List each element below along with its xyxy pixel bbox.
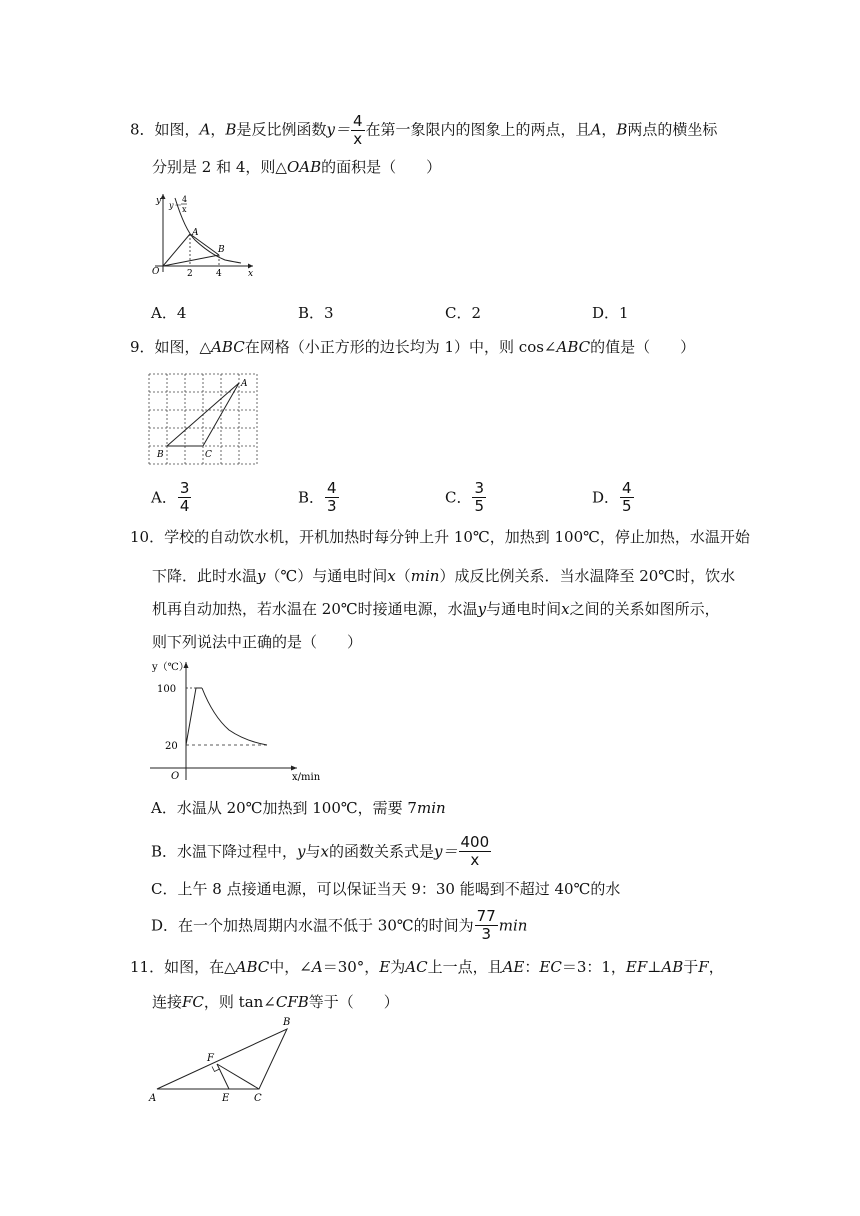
q11-number: 11． (130, 958, 165, 976)
q10-cooling-curve (202, 688, 267, 745)
q10-number: 10． (130, 528, 165, 546)
q11-figure (145, 1015, 300, 1107)
q8-option-d[interactable]: D．1 (592, 304, 629, 322)
q8-figure (145, 188, 260, 278)
q8-fig-tick-2: 2 (187, 269, 193, 278)
q8-fig-label-A: A (192, 228, 199, 238)
q10-option-c[interactable]: C．上午 8 点接通电源，可以保证当天 9：30 能喝到不超过 40℃的水 (151, 880, 621, 898)
q9-option-b[interactable]: B． $\frac{4}{3}$ (298, 479, 337, 515)
q11-line1: 11．如图，在△ABC中，∠A＝30°，E为AC上一点，且AE：EC＝3：1，EF⊥AB于F， (130, 958, 724, 976)
q8-y-arrow (161, 194, 166, 199)
q9-fig-label-A: A (241, 379, 248, 389)
q11-fig-label-C: C (254, 1093, 262, 1104)
q9-line1: 9．如图，△ABC在网格（小正方形的边长均为 1）中，则 cos∠ABC的值是（ ） (130, 338, 696, 356)
q10-option-d[interactable]: D．在一个加热周期内水温不低于 30℃的时间为 $\frac{77}{3}$ min (151, 907, 528, 943)
q9-triangle (167, 383, 239, 446)
q10-line1: 10．学校的自动饮水机，开机加热时每分钟上升 10℃，加热到 100℃，停止加热，水温开始 (130, 528, 750, 546)
q8-line2: 分别是 2 和 4，则△OAB的面积是（ ） (152, 158, 442, 176)
q8-fig-func: y＝ (169, 201, 182, 210)
q10-line4: 则下列说法中正确的是（ ） (152, 633, 363, 651)
q11-triangle (157, 1029, 287, 1089)
q8-fig-label-B: B (218, 245, 225, 255)
q9-option-d[interactable]: D． $\frac{4}{5}$ (592, 479, 632, 515)
q11-fig-label-A: A (149, 1093, 157, 1104)
q10-figure (145, 658, 330, 786)
q10-line3: 机再自动加热，若水温在 20℃时接通电源，水温y与通电时间x之间的关系如图所示， (152, 600, 720, 618)
q10-fig-y-label: y（℃） (152, 662, 189, 673)
q10-fig-100: 100 (157, 684, 177, 695)
q8-line1: 8．如图，A，B是反比例函数y＝ $\frac{4}{x}$ 在第一象限内的图象上的两点，且A，B两点的横坐标 (130, 112, 718, 148)
q10-option-b[interactable]: B．水温下降过程中，y与x的函数关系式是y＝ $\frac{400}{x}$ (151, 833, 490, 869)
q10-heating-line (186, 688, 202, 745)
q8-fig-func-num: 4 (182, 195, 188, 204)
q8-number: 8． (130, 120, 155, 139)
q11-fig-label-B: B (283, 1017, 291, 1028)
q8-option-a[interactable]: A．4 (151, 304, 187, 322)
q8-fig-func-den: x (182, 205, 187, 214)
q8-fig-x-label: x (248, 269, 254, 278)
q11-fig-label-E: E (222, 1093, 230, 1104)
q9-figure (148, 372, 260, 466)
q10-line2: 下降．此时水温y（℃）与通电时间x（min）成反比例关系．当水温降至 20℃时，饮水 (152, 567, 736, 585)
q11-fig-label-F: F (207, 1053, 214, 1064)
q8-fig-tick-4: 4 (216, 269, 222, 278)
q8-x-arrow (248, 264, 253, 269)
q9-number: 9． (130, 338, 155, 356)
q10-option-a[interactable]: A．水温从 20℃加热到 100℃，需要 7min (151, 799, 446, 817)
q11-line2: 连接FC，则 tan∠CFB等于（ ） (152, 993, 399, 1011)
q9-fig-label-B: B (157, 450, 164, 460)
q9-option-c[interactable]: C． $\frac{3}{5}$ (445, 479, 485, 515)
q10-fig-O: O (171, 771, 180, 782)
q10-fig-20: 20 (165, 741, 178, 752)
q10-fig-x-label: x/min (292, 772, 321, 783)
q8-fig-y-label: y (156, 196, 162, 206)
q9-fig-label-C: C (205, 450, 212, 460)
q9-option-a[interactable]: A． $\frac{3}{4}$ (151, 479, 190, 515)
q8-option-c[interactable]: C．2 (445, 304, 482, 322)
q8-fraction: $\frac{4}{x}$ (352, 112, 363, 148)
q8-fig-label-O: O (152, 267, 160, 277)
q8-option-b[interactable]: B．3 (298, 304, 334, 322)
